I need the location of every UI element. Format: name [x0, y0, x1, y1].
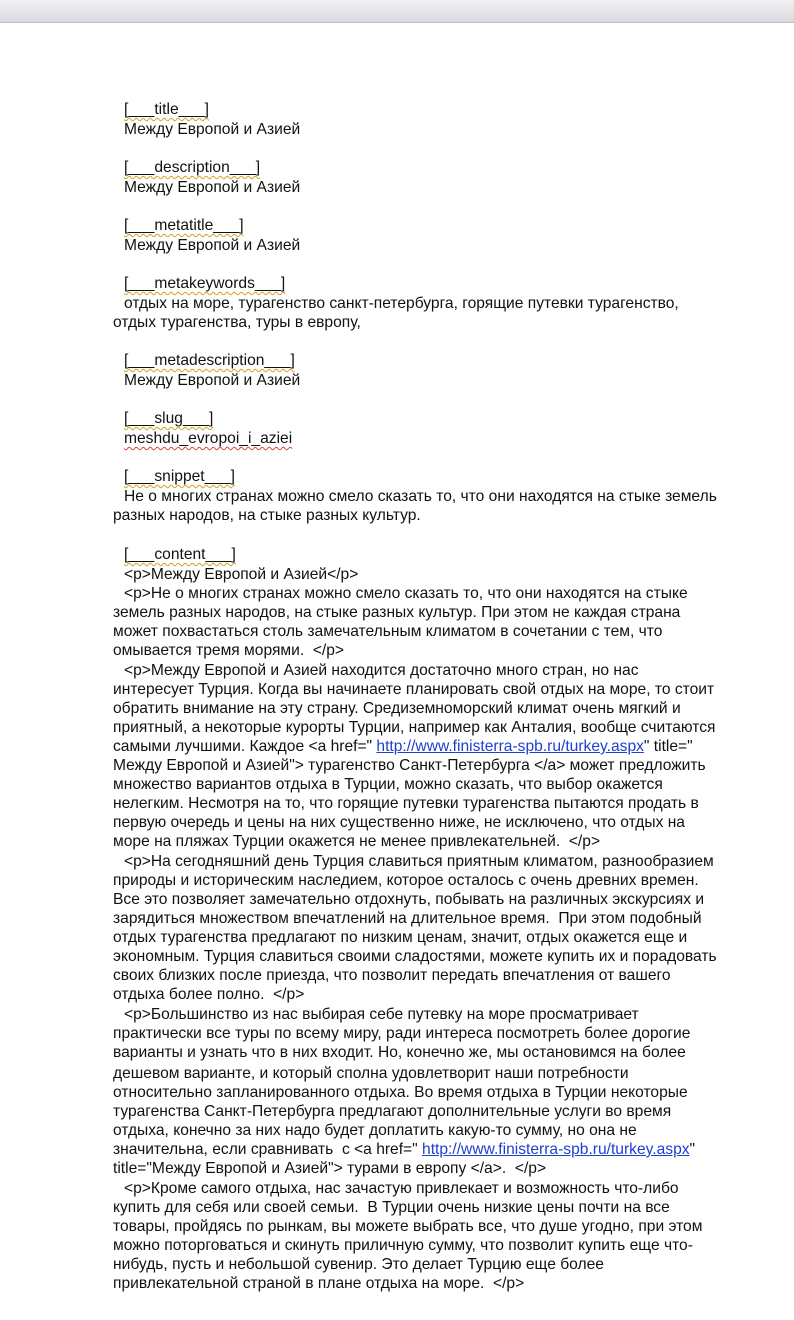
- section-description-tag: [___description___]: [124, 159, 261, 176]
- content-line: приятный, а некоторые курорты Турции, например как Анталия, вообще считаются: [113, 719, 716, 736]
- content-line: товары, пройдясь по рынкам, вы можете выбрать все, что душе угодно, при этом: [113, 1218, 703, 1235]
- section-slug-value: meshdu_evropoi_i_aziei: [124, 430, 293, 447]
- content-line: <p>Между Европой и Азией находится достаточно много стран, но нас: [124, 662, 639, 679]
- section-snippet-tag: [___snippet___]: [124, 468, 235, 485]
- content-line: купить для себя или своей семьи. В Турции очень низкие цены почти на все: [113, 1199, 670, 1216]
- content-line: дешевом варианте, и который сполна удовлетворит наши потребности: [113, 1065, 629, 1082]
- section-metatitle-tag: [___metatitle___]: [124, 217, 244, 234]
- section-title-tag: [___title___]: [124, 101, 209, 118]
- content-line: отдых турагенства предлагают по низким ценам, значит, отдых окажется еще и: [113, 929, 688, 946]
- content-line: <p>Кроме самого отдыха, нас зачастую привлекает и возможность что-либо: [124, 1180, 679, 1197]
- content-line: интересует Турция. Когда вы начинаете планировать свой отдых на море, то стоит: [113, 681, 715, 698]
- section-metakeywords-line: отдых турагенства, туры в европу,: [113, 314, 361, 331]
- content-line: значительна, если сравнивать с <a href=" http://www.finisterra-spb.ru/turkey.aspx": [113, 1141, 696, 1158]
- content-line: природы и историческим наследием, которое осталось с очень древних времен.: [113, 872, 699, 889]
- section-description-value: Между Европой и Азией: [124, 179, 301, 196]
- content-line: своих близких после приезда, что позволит передать впечатления от вашего: [113, 967, 671, 984]
- content-line: <p>Большинство из нас выбирая себе путевку на море просматривает: [124, 1006, 639, 1023]
- section-metakeywords-tag: [___metakeywords___]: [124, 275, 286, 292]
- content-line: практически все туры по всему миру, ради интереса посмотреть более дорогие: [113, 1025, 691, 1042]
- section-snippet-line: разных народов, на стыке разных культур.: [113, 507, 421, 524]
- turkey-link[interactable]: http://www.finisterra-spb.ru/turkey.aspx: [376, 738, 644, 755]
- content-line: <p>Не о многих странах можно смело сказать то, что они находятся на стыке: [124, 585, 688, 602]
- window-top-bar: [0, 0, 794, 23]
- turkey-link[interactable]: http://www.finisterra-spb.ru/turkey.aspx: [422, 1141, 690, 1158]
- section-snippet-line: Не о многих странах можно смело сказать то, что они находятся на стыке земель: [124, 488, 717, 505]
- content-line: можно поторговаться и скинуть приличную сумму, что позволит купить еще что-: [113, 1237, 693, 1254]
- section-metadescription-value: Между Европой и Азией: [124, 372, 301, 389]
- content-line: привлекательной страной в плане отдыха на море. </p>: [113, 1275, 525, 1292]
- section-content-tag: [___content___]: [124, 546, 236, 563]
- content-line: море на пляжах Турции окажется не менее привлекательней. </p>: [113, 833, 601, 850]
- section-slug-tag: [___slug___]: [124, 410, 214, 427]
- content-line: Между Европой и Азией"> турагенство Санкт-Петербурга </a> может предложить: [113, 757, 706, 774]
- section-metadescription-tag: [___metadescription___]: [124, 352, 295, 369]
- content-line: может похвастаться столь замечательным климатом в сочетании с тем, что: [113, 623, 663, 640]
- content-line: первую очередь и цены на них существенно ниже, не исключено, что отдых на: [113, 814, 685, 831]
- content-line: относительно запланированного отдыха. Во время отдыха в Турции некоторые: [113, 1084, 688, 1101]
- content-line: земель разных народов, на стыке разных культур. При этом не каждая страна: [113, 604, 681, 621]
- content-line: отдыха более полно. </p>: [113, 986, 305, 1003]
- content-line: Все это позволяет замечательно отдохнуть, побывать на различных экскурсиях и: [113, 891, 705, 908]
- content-line: экономным. Турция славиться своими сладостями, можете купить их и порадовать: [113, 948, 717, 965]
- content-line: варианты и узнать что в них входит. Но, конечно же, мы остановимся на более: [113, 1044, 686, 1061]
- section-metakeywords-line: отдых на море, турагенство санкт-петербурга, горящие путевки турагенство,: [124, 295, 679, 312]
- content-line: отдыха, конечно за них надо будет доплатить какую-то сумму, но она не: [113, 1122, 637, 1139]
- content-line: самыми лучшими. Каждое <a href=" http://www.finisterra-spb.ru/turkey.aspx" title=": [113, 738, 693, 755]
- content-line: обратить внимание на эту страну. Средиземноморский климат очень мягкий и: [113, 700, 681, 717]
- content-line: title="Между Европой и Азией"> турами в европу </a>. </p>: [113, 1160, 547, 1177]
- section-metatitle-value: Между Европой и Азией: [124, 237, 301, 254]
- content-line: нибудь, пусть и небольшой сувенир. Это делает Турцию еще более: [113, 1256, 604, 1273]
- content-line: <p>На сегодняшний день Турция славиться приятным климатом, разнообразием: [124, 853, 714, 870]
- content-line: зарядиться множеством впечатлений на длительное время. При этом подобный: [113, 910, 702, 927]
- content-line: омывается тремя морями. </p>: [113, 642, 345, 659]
- content-line: <p>Между Европой и Азией</p>: [124, 566, 359, 583]
- section-title-value: Между Европой и Азией: [124, 121, 301, 138]
- content-line: нелегким. Несмотря на то, что горящие путевки турагенства пытаются продать в: [113, 795, 699, 812]
- content-line: множество вариантов отдыха в Турции, можно сказать, что выбор окажется: [113, 776, 663, 793]
- content-line: турагенства Санкт-Петербурга предлагают дополнительные услуги во время: [113, 1103, 672, 1120]
